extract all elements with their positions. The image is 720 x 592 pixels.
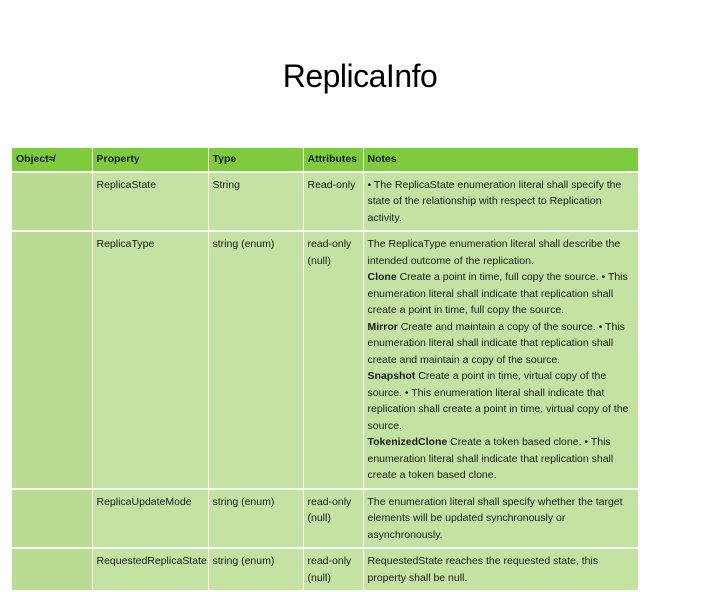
cell-property: ReplicaState (92, 172, 208, 232)
cell-type: string (enum) (208, 548, 303, 591)
cell-object (12, 231, 92, 489)
note-text: Create a token based clone. • This enumeration literal shall indicate that replication shall create a token based clone. (367, 436, 614, 481)
slide-title: ReplicaInfo (282, 58, 438, 94)
cell-type: String (208, 172, 303, 232)
cell-notes (363, 548, 638, 591)
replica-info-table-container (12, 148, 638, 584)
note-paragraph (368, 319, 635, 369)
cell-attributes: read-only (null) (303, 489, 363, 549)
note-text: Create and maintain a copy of the source. • This enumeration literal shall indicate that replication shall create and maintain a copy of the source. (367, 320, 625, 366)
note-paragraph (368, 494, 635, 544)
cell-object (12, 489, 92, 549)
note-paragraph (368, 177, 635, 227)
cell-type: string (enum) (208, 231, 303, 489)
cell-property: ReplicaType (92, 231, 208, 489)
table-row (12, 231, 638, 489)
table-row (12, 548, 638, 591)
table-row (12, 489, 638, 549)
note-keyword: TokenizedClone (367, 436, 448, 448)
note-text: • The ReplicaState enumeration literal shall specify the state of the relationship with respect to Replication activity. (367, 178, 622, 224)
header-property: Property (92, 148, 208, 172)
table-header-row (12, 148, 638, 172)
cell-property: RequestedReplicaState (92, 548, 208, 591)
header-attributes: Attributes (303, 148, 363, 172)
note-paragraph (368, 434, 635, 484)
note-text: RequestedState reaches the requested state, this property shall be null. (367, 555, 599, 584)
table-body (12, 172, 638, 592)
note-paragraph (368, 553, 635, 586)
header-notes: Notes (363, 148, 638, 172)
cell-notes (363, 172, 638, 232)
cell-type: string (enum) (208, 489, 303, 549)
header-type: Type (208, 148, 303, 172)
cell-notes (363, 489, 638, 549)
note-text: The ReplicaType enumeration literal shall describe the intended outcome of the replication. (367, 238, 621, 267)
note-paragraph (368, 269, 635, 319)
note-keyword: Snapshot (367, 370, 416, 382)
header-object: Object≉ (12, 148, 92, 172)
note-text: Create a point in time, virtual copy of the source. • This enumeration literal shall indicate that replication shall create a point in time, virtual copy of the source. (367, 370, 629, 432)
cell-object (12, 172, 92, 232)
note-keyword: Clone (367, 271, 397, 283)
cell-attributes: read-only (null) (303, 231, 363, 489)
note-keyword: Mirror (367, 320, 398, 333)
table-row (12, 172, 638, 232)
cell-property: ReplicaUpdateMode (92, 489, 208, 549)
note-paragraph (368, 236, 635, 269)
cell-attributes: Read-only (303, 172, 363, 232)
replica-info-table (12, 148, 638, 592)
note-paragraph (368, 368, 635, 434)
cell-object (12, 548, 92, 591)
note-text: Create a point in time, full copy the source. • This enumeration literal shall indicate that replication shall create a point in time, full copy the source. (367, 271, 628, 316)
cell-notes (363, 231, 638, 489)
cell-attributes: read-only (null) (303, 548, 363, 591)
note-text: The enumeration literal shall specify whether the target elements will be updated synchronously or asynchronously. (367, 495, 623, 541)
